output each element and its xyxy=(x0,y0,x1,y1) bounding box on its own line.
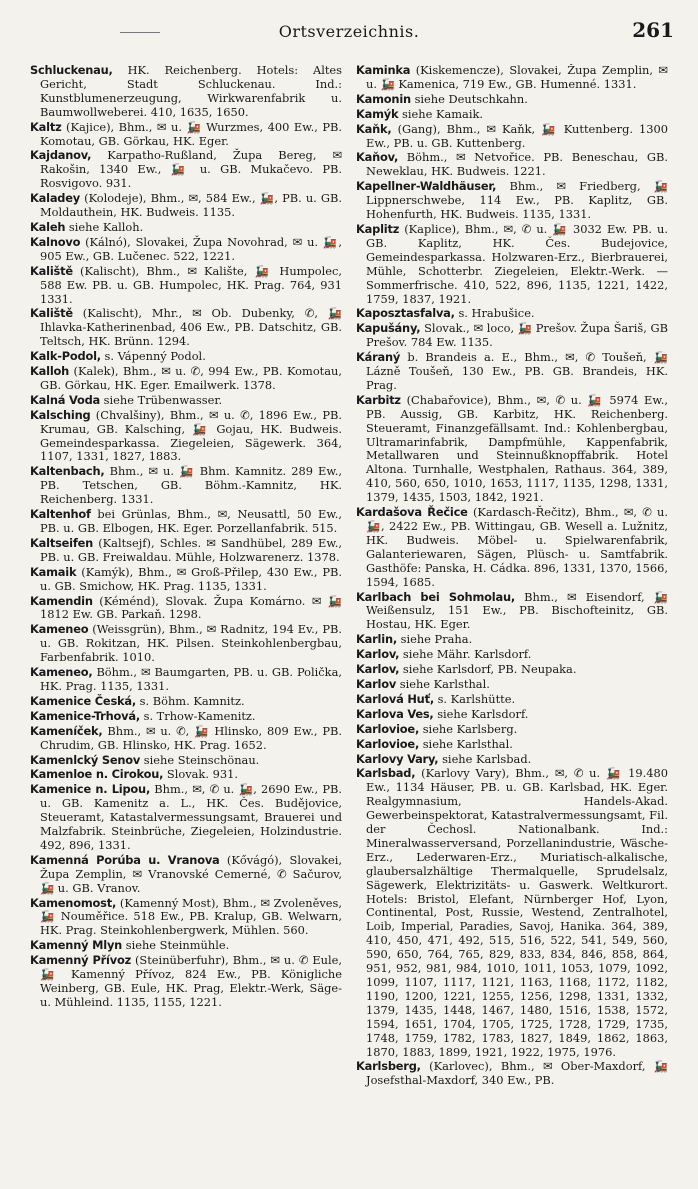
entry-headword: Kamýk xyxy=(356,106,399,121)
entry-body: (Kardasch-Řečitz), Bhm., ✉, ✆ u. 🚂, 2422 Ew., PB. Wittingau, GB. Wesell a. Lužnitz, HK. Budweis. Möbel- u. Spielwarenfabrik, Galanteriewaren, Sägen, Plüsch- u. Samtfabrik. Gasthöfe: Panska, H. Cádka. 896, 1331, 1370, 1566, 1594, 1685. xyxy=(366,505,668,589)
directory-entry xyxy=(356,663,668,677)
entry-headword: Kamenlcký Senov xyxy=(30,752,141,767)
entry-headword: Kaliště xyxy=(30,263,73,278)
entry-headword: Kamenomost, xyxy=(30,895,117,910)
entry-headword: Kaňov, xyxy=(356,150,399,165)
entry-body: siehe Karlsbad. xyxy=(442,751,532,766)
entry-headword: Kaltseifen xyxy=(30,535,94,550)
entry-headword: Kamendin xyxy=(30,593,93,608)
directory-entry xyxy=(30,121,342,149)
directory-entry xyxy=(30,768,342,782)
directory-entry xyxy=(30,394,342,408)
entry-headword: Karlov xyxy=(356,676,397,691)
directory-entry xyxy=(30,783,342,853)
entry-headword: Kalná Voda xyxy=(30,392,101,407)
entry-headword: Kameníček, xyxy=(30,723,103,738)
directory-entry xyxy=(30,64,342,120)
directory-entry xyxy=(30,265,342,307)
entry-headword: Kamonin xyxy=(356,91,411,106)
entry-body: Slovak. 931. xyxy=(166,767,238,782)
directory-entry xyxy=(356,591,668,633)
directory-entry xyxy=(30,221,342,235)
entry-body: (Kalischt), Mhr., ✉ Ob. Dubenky, ✆, 🚂 Ihlavka-Katherinenbad, 406 Ew., PB. Datschitz, GB. Teltsch, HK. Brünn. 1294. xyxy=(40,306,342,349)
entry-headword: Karlbach bei Sohmolau, xyxy=(356,589,515,604)
entry-headword: Kaltz xyxy=(30,119,62,134)
entry-headword: Kaltenhof xyxy=(30,507,91,522)
directory-entry xyxy=(356,108,668,122)
directory-entry xyxy=(30,409,342,465)
directory-entry xyxy=(356,693,668,707)
directory-entry xyxy=(356,506,668,589)
entry-body: siehe Karlsdorf, PB. Neupaka. xyxy=(402,662,577,677)
directory-entry xyxy=(356,1060,668,1088)
entry-headword: Kamenný Mlyn xyxy=(30,938,123,953)
entry-headword: Kamenná Porúba u. Vranova xyxy=(30,852,220,867)
entry-body: (Gang), Bhm., ✉ Kaňk, 🚂 Kuttenberg. 1300 Ew., PB. u. GB. Kuttenberg. xyxy=(366,121,668,150)
entry-body: Bhm., ✉ u. ✆, 🚂 Hlinsko, 809 Ew., PB. Chrudim, GB. Hlinsko, HK. Prag. 1652. xyxy=(40,723,342,752)
entry-body: siehe Steinmühle. xyxy=(125,938,230,953)
entry-body: (Kálnó), Slovakei, Župa Novohrad, ✉ u. 🚂, 905 Ew., GB. Lučenec. 522, 1221. xyxy=(40,234,342,263)
entry-body: s. Vápenný Podol. xyxy=(104,349,206,364)
directory-entry xyxy=(356,394,668,505)
entry-body: (Kéménd), Slovak. Župa Komárno. ✉ 🚂 1812 Ew. GB. Parkaň. 1298. xyxy=(40,593,342,622)
entry-body: (Steinüberfuhr), Bhm., ✉ u. ✆ Eule, 🚂 Kamenný Přívoz, 824 Ew., PB. Königliche Weinberg, GB. Eule, HK. Prag, Elektr.-Werk, Säge- u. Mühleind. 1135, 1155, 1221. xyxy=(40,953,342,1009)
directory-entry xyxy=(30,236,342,264)
entry-body: s. Hrabušice. xyxy=(458,306,535,321)
entry-body: HK. Reichenberg. Hotels: Altes Gericht, Stadt Schluckenau. Ind.: Kunstblumenerzeugung, Wirkwarenfabrik u. Baumwollweberei. 410, 1635, 1650. xyxy=(40,64,342,119)
directory-entry xyxy=(356,123,668,151)
entry-headword: Karlovioe, xyxy=(356,721,420,736)
entry-body: (Kaplice), Bhm., ✉, ✆ u. 🚂 3032 Ew. PB. u. GB. Kaplitz, HK. Čes. Budejovice, Gemeindesparkassa. Holzwaren-Erz., Bierbrauerei, Mühle, Schotterbr. Ziegeleien, Elektr.-Werk. — Sommerfrische. 410, 522, 896, 1135, 1221, 1422, 1759, 1837, 1921. xyxy=(366,221,668,306)
entry-body: b. Brandeis a. E., Bhm., ✉, ✆ Toušeň, 🚂 Lázně Toušeň, 130 Ew., PB. GB. Brandeis, HK. Prag. xyxy=(366,350,668,392)
entry-body: Böhm., ✉ Baumgarten, PB. u. GB. Polička, HK. Prag. 1135, 1331. xyxy=(40,665,342,693)
entry-body: (Kajice), Bhm., ✉ u. 🚂 Wurzmes, 400 Ew., PB. Komotau, GB. Görkau, HK. Eger. xyxy=(40,119,342,148)
entry-body: s. Karlshütte. xyxy=(437,691,516,706)
entry-headword: Kaltenbach, xyxy=(30,464,105,479)
entry-headword: Kaposztasfalva, xyxy=(356,306,455,321)
entry-body: bei Grünlas, Bhm., ✉, Neusattl, 50 Ew., PB. u. GB. Elbogen, HK. Eger. Porzellanfabrik. 515. xyxy=(40,507,342,535)
entry-headword: Karlin, xyxy=(356,632,397,647)
left-column xyxy=(30,64,342,1181)
directory-entry xyxy=(356,351,668,393)
directory-entry xyxy=(30,666,342,694)
directory-entry xyxy=(30,695,342,709)
entry-body: (Chabařovice), Bhm., ✉, ✆ u. 🚂 5974 Ew., PB. Aussig, GB. Karbitz, HK. Reichenberg. Steueramt, Finanzgefällsamt. Ind.: Kohlenbergbau, Ultramarinfabrik, Dampfmühle, Kappenfabrik, Metallwaren und Steinnußknopffabrik. Hotel Altona. Turnhalle, Westphalen, Rathaus. 364, 389, 410, 560, 650, 1010, 1653, 1117, 1135, 1298, 1331, 1379, 1435, 1503, 1842, 1921. xyxy=(366,392,668,505)
entry-headword: Kaňk, xyxy=(356,121,392,136)
directory-entry xyxy=(356,767,668,1059)
entry-body: s. Böhm. Kamnitz. xyxy=(139,693,245,708)
entry-body: Slovak., ✉ loco, 🚂 Prešov. Župa Šariš, GB Prešov. 784 Ew. 1135. xyxy=(366,321,668,350)
entry-headword: Kaplitz xyxy=(356,221,400,236)
entry-body: siehe Kamaik. xyxy=(402,106,484,121)
entry-body: siehe Praha. xyxy=(400,632,473,647)
entry-headword: Kamenice Česká, xyxy=(30,693,137,708)
directory-entry xyxy=(30,149,342,191)
entry-body: (Kamenný Most), Bhm., ✉ Zvoleněves, 🚂 Nouměřice. 518 Ew., PB. Kralup, GB. Welwarn, HK. Prag. Steinkohlenbergwerk, Mühlen. 560. xyxy=(40,895,342,938)
directory-entry xyxy=(30,465,342,507)
entry-body: Karpatho-Rußland, Župa Bereg, ✉ Rakošin, 1340 Ew., 🚂 u. GB. Mukačevo. PB. Rosvigovo. 931. xyxy=(40,148,342,191)
entry-body: (Kalischt), Bhm., ✉ Kalište, 🚂 Humpolec, 588 Ew. PB. u. GB. Humpolec, HK. Prag. 764, 931 1331. xyxy=(40,263,342,306)
right-column xyxy=(356,64,668,1181)
entry-headword: Kalloh xyxy=(30,364,70,379)
entry-headword: Káraný xyxy=(356,350,401,365)
entry-body: siehe Karlsdorf. xyxy=(437,706,529,721)
entry-body: siehe Deutschkahn. xyxy=(414,91,528,106)
directory-entry xyxy=(30,623,342,665)
entry-headword: Kaliště xyxy=(30,306,73,321)
directory-entry xyxy=(30,854,342,896)
directory-entry xyxy=(30,365,342,393)
entry-headword: Kamenný Přívoz xyxy=(30,953,132,968)
entry-headword: Kamaik xyxy=(30,564,77,579)
entry-body: (Kővágó), Slovakei, Župa Zemplin, ✉ Vranovské Cemerné, ✆ Sačurov, 🚂 u. GB. Vranov. xyxy=(40,852,342,895)
directory-entry xyxy=(30,350,342,364)
entry-headword: Karbitz xyxy=(356,392,401,407)
directory-entry xyxy=(356,678,668,692)
entry-headword: Schluckenau, xyxy=(30,64,113,77)
entry-headword: Karlová Huť, xyxy=(356,691,434,706)
directory-entry xyxy=(30,595,342,623)
entry-headword: Kamenice-Trhová, xyxy=(30,708,140,723)
entry-headword: Kaminka xyxy=(356,64,411,77)
entry-body: (Kamýk), Bhm., ✉ Groß-Přilep, 430 Ew., PB. u. GB. Smichow, HK. Prag. 1135, 1331. xyxy=(40,564,342,593)
entry-body: (Chvalšiny), Bhm., ✉ u. ✆, 1896 Ew., PB. Krumau, GB. Kalsching, 🚂 Gojau, HK. Budweis. Gemeindesparkassa. Ziegeleien, Sägewerk. 364, 1107, 1331, 1827, 1883. xyxy=(40,407,342,464)
page-header xyxy=(0,18,698,48)
directory-entry xyxy=(30,954,342,1010)
entry-headword: Kaleh xyxy=(30,219,66,234)
entry-body: siehe Kalloh. xyxy=(68,219,144,234)
directory-entry xyxy=(356,223,668,306)
entry-headword: Kapellner-Waldhäuser, xyxy=(356,179,497,194)
directory-entry xyxy=(356,708,668,722)
entry-body: Bhm., ✉ Friedberg, 🚂 Lippnerschwebe, 114 Ew., PB. Kaplitz, GB. Hohenfurth, HK. Budweis. 1135, 1331. xyxy=(366,179,668,222)
directory-entry xyxy=(356,648,668,662)
entry-headword: Kalk-Podol, xyxy=(30,349,101,364)
entry-body: (Weissgrün), Bhm., ✉ Radnitz, 194 Ev., PB. u. GB. Rokitzan, HK. Pilsen. Steinkohlenbergbau, Farbenfabrik. 1010. xyxy=(40,622,342,665)
directory-entry xyxy=(30,566,342,594)
entry-body: Bhm., ✉, ✆ u. 🚂, 2690 Ew., PB. u. GB. Kamenitz a. L., HK. Čes. Budějovice, Steueramt, Katastalvermessungsamt, Brauerei und Malzfabrik. Steinbrüche, Ziegeleien, Holzindustrie. 492, 896, 1331. xyxy=(40,782,342,852)
entry-headword: Kamenice n. Lipou, xyxy=(30,782,151,797)
directory-entry xyxy=(356,180,668,222)
directory-entry xyxy=(356,723,668,737)
entry-headword: Karlsberg, xyxy=(356,1059,421,1074)
entry-headword: Kajdanov, xyxy=(30,148,92,163)
entry-headword: Kalsching xyxy=(30,407,91,422)
entry-headword: Kameneo, xyxy=(30,665,93,680)
entry-body: (Karlovy Vary), Bhm., ✉, ✆ u. 🚂 19.480 Ew., 1134 Häuser, PB. u. GB. Karlsbad, HK. Eger. Realgymnasium, Handels-Akad. Gewerbeinspektorat, Katastralvermessungsamt, Fil. der Čechosl. Nationalbank. Ind.: Mineralwasserversand, Porzellanindustrie, Wäsche-Erz., Lederwaren-Erz., Muriatisch-alkalische, glaubersalzhältige Thermalquelle, Sprudelsalz, Sägewerk, Elektrizitäts- u. Gaswerk. Weltkurort. Hotels: Bristol, Elefant, Nürnberger Hof, Lyon, Continental, Post, Russie, Westend, Zentralhotel, Loib, Imperial, Paradies, Savoj, Hanika. 364, 389, 410, 450, 471, 492, 515, 516, 522, 541, 549, 560, 590, 650, 764, 765, 829, 833, 834, 846, 858, 864, 951, 952, 981, 984, 1010, 1011, 1053, 1079, 1092, 1099, 1107, 1117, 1121, 1163, 1168, 1172, 1182, 1190, 1200, 1221, 1255, 1256, 1298, 1331, 1332, 1379, 1435, 1448, 1467, 1480, 1516, 1538, 1572, 1594, 1651, 1704, 1705, 1725, 1728, 1729, 1735, 1748, 1759, 1782, 1783, 1827, 1849, 1862, 1863, 1870, 1883, 1899, 1921, 1922, 1975, 1976. xyxy=(366,766,668,1059)
entry-body: siehe Karlsthal. xyxy=(422,736,513,751)
directory-entry xyxy=(30,897,342,939)
entry-headword: Karlova Ves, xyxy=(356,706,434,721)
entry-headword: Karlovioe, xyxy=(356,736,420,751)
directory-entry xyxy=(30,754,342,768)
entry-body: siehe Trübenwasser. xyxy=(103,392,223,407)
directory-entry xyxy=(356,753,668,767)
directory-entry xyxy=(30,725,342,753)
entry-body: siehe Karlsberg. xyxy=(422,721,518,736)
directory-entry xyxy=(30,710,342,724)
entry-body: (Kolodeje), Bhm., ✉, 584 Ew., 🚂, PB. u. GB. Moldauthein, HK. Budweis. 1135. xyxy=(40,191,342,220)
page-title: Ortsverzeichnis. xyxy=(278,22,420,41)
directory-entry xyxy=(356,93,668,107)
entry-body: (Kalek), Bhm., ✉ u. ✆, 994 Ew., PB. Komotau, GB. Görkau, HK. Eger. Emailwerk. 1378. xyxy=(40,364,342,392)
directory-entry xyxy=(356,633,668,647)
entry-headword: Kamenloe n. Cirokou, xyxy=(30,767,164,782)
entry-body: siehe Karlsthal. xyxy=(399,676,490,691)
entry-headword: Kardašova Řečice xyxy=(356,505,468,520)
entry-headword: Karlsbad, xyxy=(356,766,416,781)
directory-entry xyxy=(356,322,668,350)
entry-body: (Kaltsejf), Schles. ✉ Sandhübel, 289 Ew., PB. u. GB. Freiwaldau. Mühle, Holzwarenerz. 1378. xyxy=(40,535,342,564)
entry-headword: Kalnovo xyxy=(30,234,81,249)
entry-headword: Karlovy Vary, xyxy=(356,751,439,766)
entry-body: siehe Mähr. Karlsdorf. xyxy=(402,647,532,662)
entry-body: s. Trhow-Kamenitz. xyxy=(143,708,256,723)
directory-entry xyxy=(356,151,668,179)
entry-body: Bhm., ✉ u. 🚂 Bhm. Kamnitz. 289 Ew., PB. Tetschen, GB. Böhm.-Kamnitz, HK. Reichenberg. 1331. xyxy=(40,464,342,507)
directory-entry xyxy=(356,64,668,92)
entry-headword: Kameneo xyxy=(30,622,89,637)
entry-headword: Kaladey xyxy=(30,191,81,206)
entry-body: (Karlovec), Bhm., ✉ Ober-Maxdorf, 🚂 Josefsthal-Maxdorf, 340 Ew., PB. xyxy=(366,1059,668,1088)
directory-entry xyxy=(356,307,668,321)
entry-body: Böhm., ✉ Netvořice. PB. Beneschau, GB. Neweklau, HK. Budweis. 1221. xyxy=(366,150,668,179)
entry-body: siehe Steinschönau. xyxy=(143,752,260,767)
directory-entry xyxy=(30,939,342,953)
page-number: 261 xyxy=(632,18,674,42)
directory-entry xyxy=(30,307,342,349)
entry-body: Bhm., ✉ Eisendorf, 🚂 Weißensulz, 151 Ew., PB. Bischofteinitz, GB. Hostau, HK. Eger. xyxy=(366,589,668,632)
entry-headword: Karlov, xyxy=(356,647,400,662)
directory-entry xyxy=(356,738,668,752)
directory-entry xyxy=(30,537,342,565)
entry-body: (Kiskemencze), Slovakei, Župa Zemplin, ✉ u. 🚂 Kamenica, 719 Ew., GB. Humenné. 1331. xyxy=(366,64,668,91)
entry-headword: Kapušány, xyxy=(356,321,421,336)
directory-entry xyxy=(30,192,342,220)
directory-entry xyxy=(30,508,342,536)
entry-headword: Karlov, xyxy=(356,662,400,677)
